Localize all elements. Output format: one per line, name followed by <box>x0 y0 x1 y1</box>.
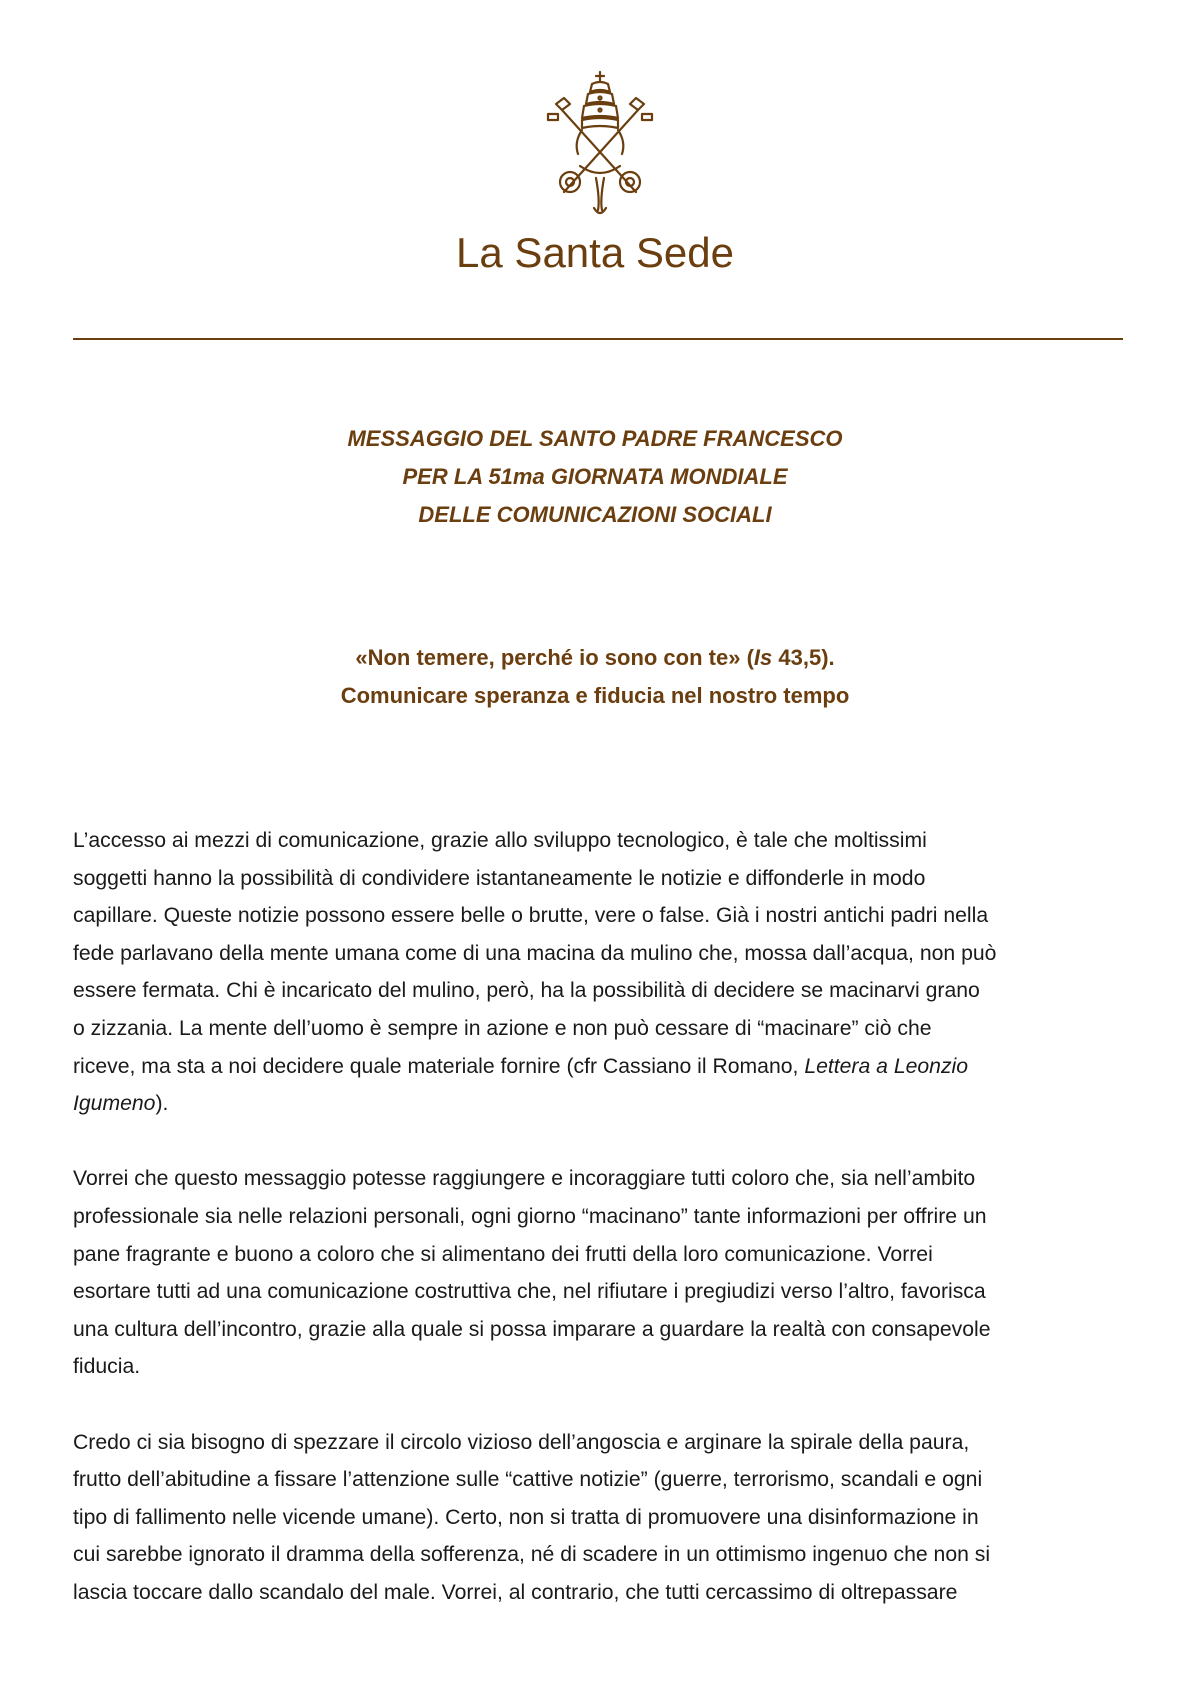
message-heading <box>0 420 1190 534</box>
text-line: essere fermata. Chi è incaricato del mulino, però, ha la possibilità di decidere se macinarvi grano <box>73 979 980 1003</box>
paragraph-2 <box>73 1160 1133 1386</box>
text-line: pane fragrante e buono a coloro che si alimentano dei frutti della loro comunicazione. Vorrei <box>73 1242 933 1266</box>
text-line: tipo di fallimento nelle vicende umane). Certo, non si tratta di promuovere una disinformazione in <box>73 1505 979 1529</box>
subtitle-line: Comunicare speranza e fiducia nel nostro tempo <box>340 683 850 708</box>
text-line <box>73 1048 1133 1086</box>
text-line: lascia toccare dallo scandalo del male. Vorrei, al contrario, che tutti cercassimo di oltrepassare <box>73 1580 958 1604</box>
text-line: professionale sia nelle relazioni personali, ogni giorno “macinano” tante informazioni per offrire un <box>73 1204 987 1228</box>
citation-title: Igumeno <box>73 1092 156 1116</box>
text-line: frutto dell’abitudine a fissare l’attenzione sulle “cattive notizie” (guerre, terrorismo, scandali e ogni <box>73 1468 983 1492</box>
text-line: Credo ci sia bisogno di spezzare il circolo vizioso dell’angoscia e arginare la spirale della paura, <box>73 1430 970 1454</box>
subtitle-verse: 43,5). <box>772 645 835 670</box>
heading-line: MESSAGGIO DEL SANTO PADRE FRANCESCO <box>347 426 843 451</box>
paragraph-1 <box>73 822 1133 1123</box>
subtitle-reference: Is <box>753 645 773 670</box>
text-segment: riceve, ma sta a noi decidere quale materiale fornire (cfr Cassiano il Romano, <box>73 1054 805 1078</box>
text-line: L’accesso ai mezzi di comunicazione, grazie allo sviluppo tecnologico, è tale che moltissimi <box>73 829 927 852</box>
text-line: o zizzania. La mente dell’uomo è sempre in azione e non può cessare di “macinare” ciò che <box>73 1016 932 1040</box>
heading-line: PER LA 51ma GIORNATA MONDIALE <box>402 464 788 489</box>
message-body <box>73 822 1133 1649</box>
text-segment: ). <box>155 1092 169 1116</box>
subtitle-line <box>0 639 1190 677</box>
text-line: soggetti hanno la possibilità di condividere istantaneamente le notizie e diffonderle in modo <box>73 866 926 890</box>
text-line: capillare. Queste notizie possono essere belle o brutte, vere o false. Già i nostri antichi padri nella <box>73 904 989 928</box>
text-line: esortare tutti ad una comunicazione costruttiva che, nel rifiutare i pregiudizi verso l’altro, favorisca <box>73 1280 986 1304</box>
papal-keys-tiara-emblem-icon <box>540 70 660 220</box>
header-divider <box>73 338 1123 340</box>
subtitle-quote: «Non temere, perché io sono con te» ( <box>355 645 754 670</box>
text-line: Vorrei che questo messaggio potesse raggiungere e incoraggiare tutti coloro che, sia nell’ambito <box>73 1167 976 1191</box>
text-line: fiducia. <box>73 1355 141 1379</box>
text-line <box>73 1085 1133 1123</box>
site-title: La Santa Sede <box>456 229 734 276</box>
message-subtitle <box>0 639 1190 715</box>
citation-title: Lettera a Leonzio <box>804 1054 969 1078</box>
paragraph-3 <box>73 1424 1133 1612</box>
text-line: una cultura dell’incontro, grazie alla quale si possa imparare a guardare la realtà con consapevole <box>73 1317 991 1341</box>
heading-line: DELLE COMUNICAZIONI SOCIALI <box>418 502 772 527</box>
text-line: fede parlavano della mente umana come di una macina da mulino che, mossa dall’acqua, non può <box>73 941 997 965</box>
text-line: cui sarebbe ignorato il dramma della sofferenza, né di scadere in un ottimismo ingenuo che non si <box>73 1543 991 1567</box>
